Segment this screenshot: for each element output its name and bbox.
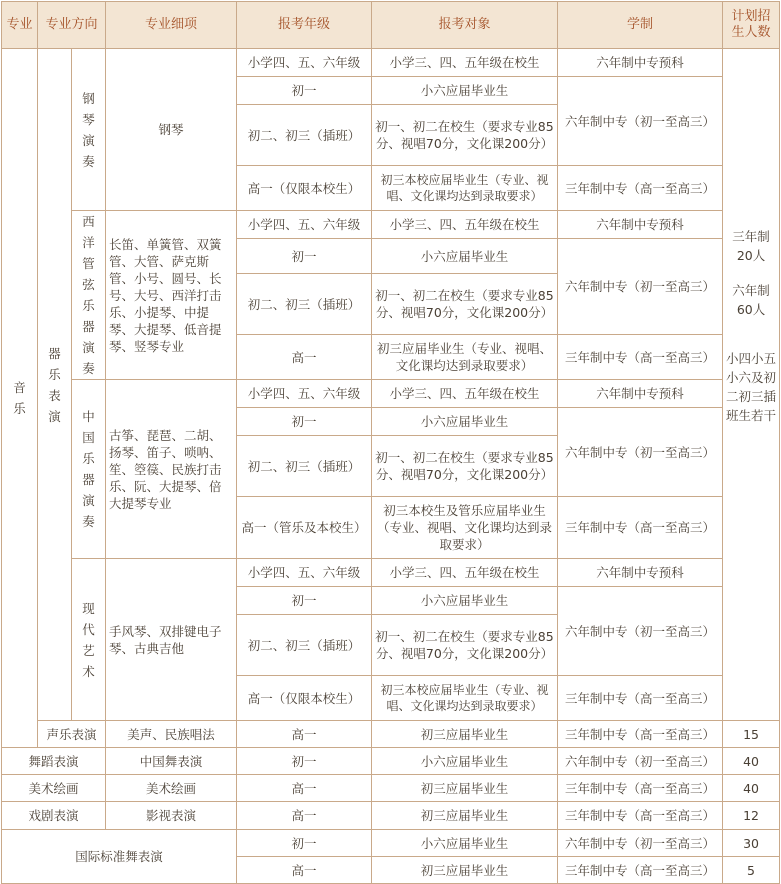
- table-row: [2, 380, 780, 408]
- target-cell: 小学三、四、五年级在校生: [372, 49, 558, 77]
- target-cell: 初一、初二在校生（要求专业85分、视唱70分，文化课200分）: [372, 436, 558, 497]
- plan-cell: 40: [723, 775, 780, 802]
- header-system: 学制: [558, 2, 723, 49]
- plan-six-year: 六年制60人: [732, 283, 770, 317]
- plan-cell: 12: [723, 802, 780, 830]
- system-cell: 六年制中专预科: [558, 559, 723, 587]
- instrument-plan-cell: [723, 49, 780, 721]
- target-cell: 小六应届毕业生: [372, 408, 558, 436]
- target-cell: 初三应届毕业生: [372, 775, 558, 802]
- target-cell: 初一、初二在校生（要求专业85分、视唱70分，文化课200分）: [372, 615, 558, 676]
- subgroup-items: 长笛、单簧管、双簧管、大管、萨克斯管、小号、圆号、长号、大号、西洋打击乐、小提琴、中提琴、大提琴、低音提琴、竖琴专业: [106, 211, 237, 380]
- target-cell: 小六应届毕业生: [372, 748, 558, 775]
- table-row: [2, 559, 780, 587]
- target-cell: 小六应届毕业生: [372, 830, 558, 857]
- target-cell: 初三应届毕业生: [372, 802, 558, 830]
- target-cell: 小六应届毕业生: [372, 239, 558, 274]
- system-cell: 六年制中专（初一至高三）: [558, 587, 723, 676]
- grade-cell: 初一: [237, 408, 372, 436]
- system-cell: 六年制中专预科: [558, 380, 723, 408]
- grade-cell: 初一: [237, 587, 372, 615]
- grade-cell: 初二、初三（插班）: [237, 436, 372, 497]
- table-row: [2, 211, 780, 239]
- system-cell: 六年制中专预科: [558, 49, 723, 77]
- target-cell: 初一、初二在校生（要求专业85分、视唱70分，文化课200分）: [372, 105, 558, 166]
- items-cell: 中国舞表演: [106, 748, 237, 775]
- target-cell: 小学三、四、五年级在校生: [372, 380, 558, 408]
- items-cell: 美声、民族唱法: [106, 721, 237, 748]
- subgroup-items: 手风琴、双排键电子琴、古典吉他: [106, 559, 237, 721]
- admission-table: [1, 1, 780, 884]
- system-cell: 六年制中专（初一至高三）: [558, 239, 723, 335]
- plan-cell: 30: [723, 830, 780, 857]
- grade-cell: 初一: [237, 830, 372, 857]
- system-cell: 三年制中专（高一至高三）: [558, 497, 723, 559]
- direction-cell: 声乐表演: [38, 721, 106, 748]
- grade-cell: 小学四、五、六年级: [237, 49, 372, 77]
- grade-cell: 高一: [237, 775, 372, 802]
- system-cell: 三年制中专（高一至高三）: [558, 802, 723, 830]
- grade-cell: 高一: [237, 721, 372, 748]
- system-cell: 六年制中专（初一至高三）: [558, 77, 723, 166]
- header-items: 专业细项: [106, 2, 237, 49]
- subgroup-items: 古筝、琵琶、二胡、扬琴、笛子、唢呐、笙、箜篌、民族打击乐、阮、大提琴、倍大提琴专业: [106, 380, 237, 559]
- target-cell: 初三本校生及管乐应届毕业生（专业、视唱、文化课均达到录取要求）: [372, 497, 558, 559]
- direction-cell: 美术绘画: [2, 775, 106, 802]
- system-cell: 三年制中专（高一至高三）: [558, 721, 723, 748]
- subgroup-name: 中国乐器演奏: [72, 380, 106, 559]
- header-row: [2, 2, 780, 49]
- grade-cell: 高一（管乐及本校生）: [237, 497, 372, 559]
- target-cell: 小六应届毕业生: [372, 77, 558, 105]
- direction-cell: 舞蹈表演: [2, 748, 106, 775]
- system-cell: 三年制中专（高一至高三）: [558, 676, 723, 721]
- target-cell: 小六应届毕业生: [372, 587, 558, 615]
- grade-cell: 高一: [237, 335, 372, 380]
- header-target: 报考对象: [372, 2, 558, 49]
- system-cell: 六年制中专（初一至高三）: [558, 748, 723, 775]
- grade-cell: 高一: [237, 802, 372, 830]
- system-cell: 三年制中专（高一至高三）: [558, 166, 723, 211]
- subgroup-items: 钢琴: [106, 49, 237, 211]
- table-row: [2, 748, 780, 775]
- system-cell: 三年制中专（高一至高三）: [558, 857, 723, 884]
- grade-cell: 初二、初三（插班）: [237, 615, 372, 676]
- direction-cell: 戏剧表演: [2, 802, 106, 830]
- grade-cell: 高一（仅限本校生）: [237, 166, 372, 211]
- target-cell: 初三本校应届毕业生（专业、视唱、文化课均达到录取要求）: [372, 676, 558, 721]
- target-cell: 初三本校应届毕业生（专业、视唱、文化课均达到录取要求）: [372, 166, 558, 211]
- header-grade: 报考年级: [237, 2, 372, 49]
- target-cell: 小学三、四、五年级在校生: [372, 559, 558, 587]
- header-major: 专业: [2, 2, 38, 49]
- target-cell: 初三应届毕业生（专业、视唱、文化课均达到录取要求）: [372, 335, 558, 380]
- plan-cell: 5: [723, 857, 780, 884]
- plan-cell: 15: [723, 721, 780, 748]
- plan-transfer: 小四小五小六及初二初三插班生若干: [726, 351, 777, 423]
- grade-cell: 初二、初三（插班）: [237, 105, 372, 166]
- subgroup-name: 现代艺术: [72, 559, 106, 721]
- target-cell: 初三应届毕业生: [372, 857, 558, 884]
- plan-cell: 40: [723, 748, 780, 775]
- table-row: [2, 802, 780, 830]
- subgroup-name: 西洋管弦乐器演奏: [72, 211, 106, 380]
- system-cell: 六年制中专（初一至高三）: [558, 408, 723, 497]
- plan-three-year: 三年制20人: [732, 229, 770, 263]
- system-cell: 三年制中专（高一至高三）: [558, 775, 723, 802]
- direction-instrument-cell: 器乐表演: [38, 49, 72, 721]
- system-cell: 三年制中专（高一至高三）: [558, 335, 723, 380]
- grade-cell: 初一: [237, 748, 372, 775]
- grade-cell: 小学四、五、六年级: [237, 559, 372, 587]
- major-music-cell: 音乐: [2, 49, 38, 748]
- items-cell: 美术绘画: [106, 775, 237, 802]
- table-row: [2, 49, 780, 77]
- grade-cell: 高一（仅限本校生）: [237, 676, 372, 721]
- items-cell: 影视表演: [106, 802, 237, 830]
- target-cell: 初一、初二在校生（要求专业85分、视唱70分，文化课200分）: [372, 274, 558, 335]
- target-cell: 小学三、四、五年级在校生: [372, 211, 558, 239]
- subgroup-name: 钢琴演奏: [72, 49, 106, 211]
- grade-cell: 小学四、五、六年级: [237, 211, 372, 239]
- table-row: [2, 775, 780, 802]
- system-cell: 六年制中专预科: [558, 211, 723, 239]
- grade-cell: 小学四、五、六年级: [237, 380, 372, 408]
- system-cell: 六年制中专（初一至高三）: [558, 830, 723, 857]
- grade-cell: 初一: [237, 239, 372, 274]
- grade-cell: 高一: [237, 857, 372, 884]
- grade-cell: 初二、初三（插班）: [237, 274, 372, 335]
- direction-cell: 国际标准舞表演: [2, 830, 237, 884]
- grade-cell: 初一: [237, 77, 372, 105]
- table-row: [2, 830, 780, 857]
- target-cell: 初三应届毕业生: [372, 721, 558, 748]
- header-direction: 专业方向: [38, 2, 106, 49]
- table-row: [2, 721, 780, 748]
- header-plan: 计划招生人数: [723, 2, 780, 49]
